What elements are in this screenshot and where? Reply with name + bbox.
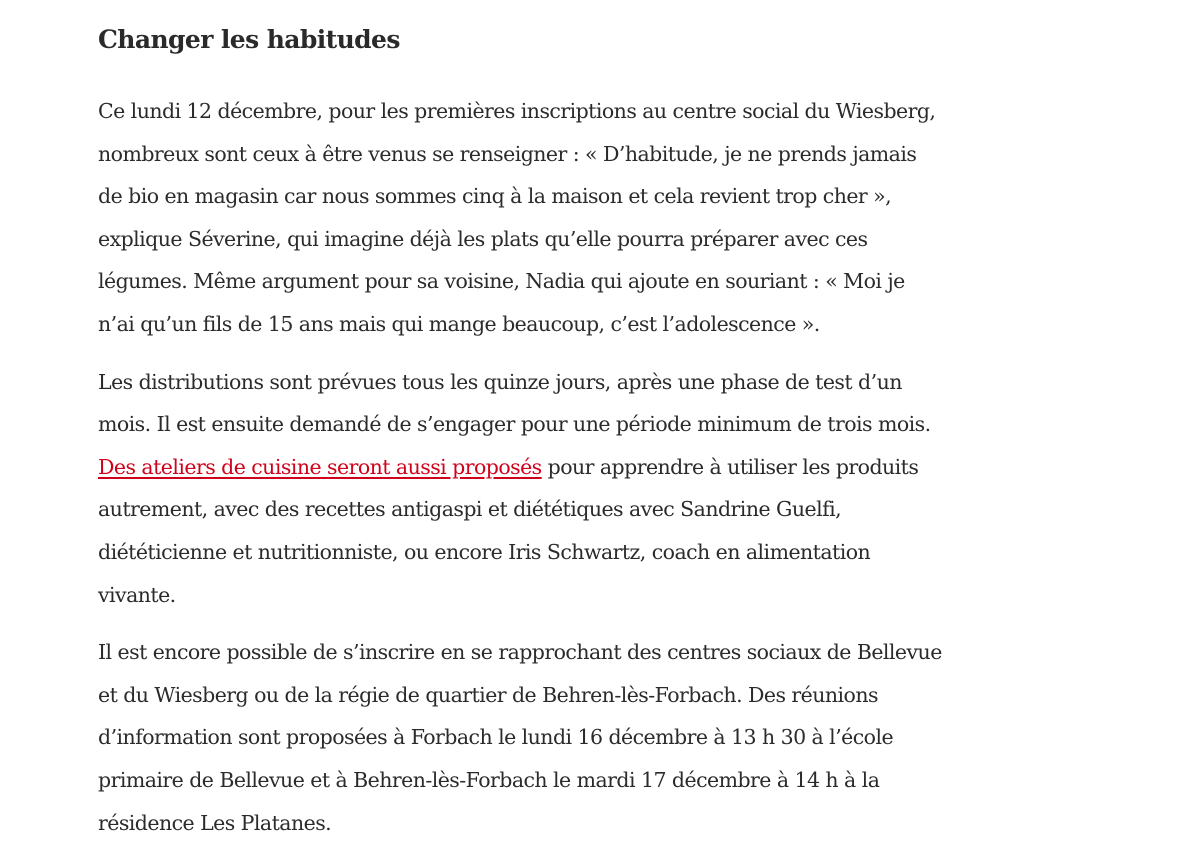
paragraph-distributions	[98, 361, 998, 617]
text-line: explique Séverine, qui imagine déjà les plats qu’elle pourra préparer avec ces	[98, 226, 868, 251]
text-line: de bio en magasin car nous sommes cinq à la maison et cela revient trop cher »,	[98, 184, 892, 209]
text-line: Les distributions sont prévues tous les quinze jours, après une phase de test d’un	[98, 369, 902, 394]
text-line: d’information sont proposées à Forbach le lundi 16 décembre à 13 h 30 à l’école	[98, 725, 894, 750]
text-line: et du Wiesberg ou de la régie de quartier de Behren-lès-Forbach. Des réunions	[98, 682, 878, 707]
text-line	[98, 446, 998, 489]
text-line: n’ai qu’un fils de 15 ans mais qui mange beaucoup, c’est l’adolescence ».	[98, 311, 820, 336]
section-heading: Changer les habitudes	[98, 25, 400, 54]
article-body	[98, 18, 998, 859]
text-line: primaire de Bellevue et à Behren-lès-Forbach le mardi 17 décembre à 14 h à la	[98, 767, 880, 792]
paragraph-registration	[98, 631, 998, 844]
paragraph-inscriptions	[98, 90, 998, 346]
text-line: diététicienne et nutritionniste, ou encore Iris Schwartz, coach en alimentation	[98, 539, 871, 564]
text-line: Ce lundi 12 décembre, pour les premières inscriptions au centre social du Wiesberg,	[98, 99, 936, 123]
cooking-workshops-link[interactable]: Des ateliers de cuisine seront aussi proposés	[98, 454, 542, 479]
text-line: légumes. Même argument pour sa voisine, Nadia qui ajoute en souriant : « Moi je	[98, 269, 905, 294]
text-line: autrement, avec des recettes antigaspi et diététiques avec Sandrine Guelfi,	[98, 497, 842, 522]
text-line: résidence Les Platanes.	[98, 810, 332, 835]
text-line: Il est encore possible de s’inscrire en se rapprochant des centres sociaux de Bellevue	[98, 640, 942, 665]
text-fragment: pour apprendre à utiliser les produits	[541, 454, 919, 479]
text-line: mois. Il est ensuite demandé de s’engager pour une période minimum de trois mois.	[98, 412, 931, 437]
text-line: nombreux sont ceux à être venus se renseigner : « D’habitude, je ne prends jamais	[98, 141, 917, 166]
text-line: vivante.	[98, 582, 176, 607]
